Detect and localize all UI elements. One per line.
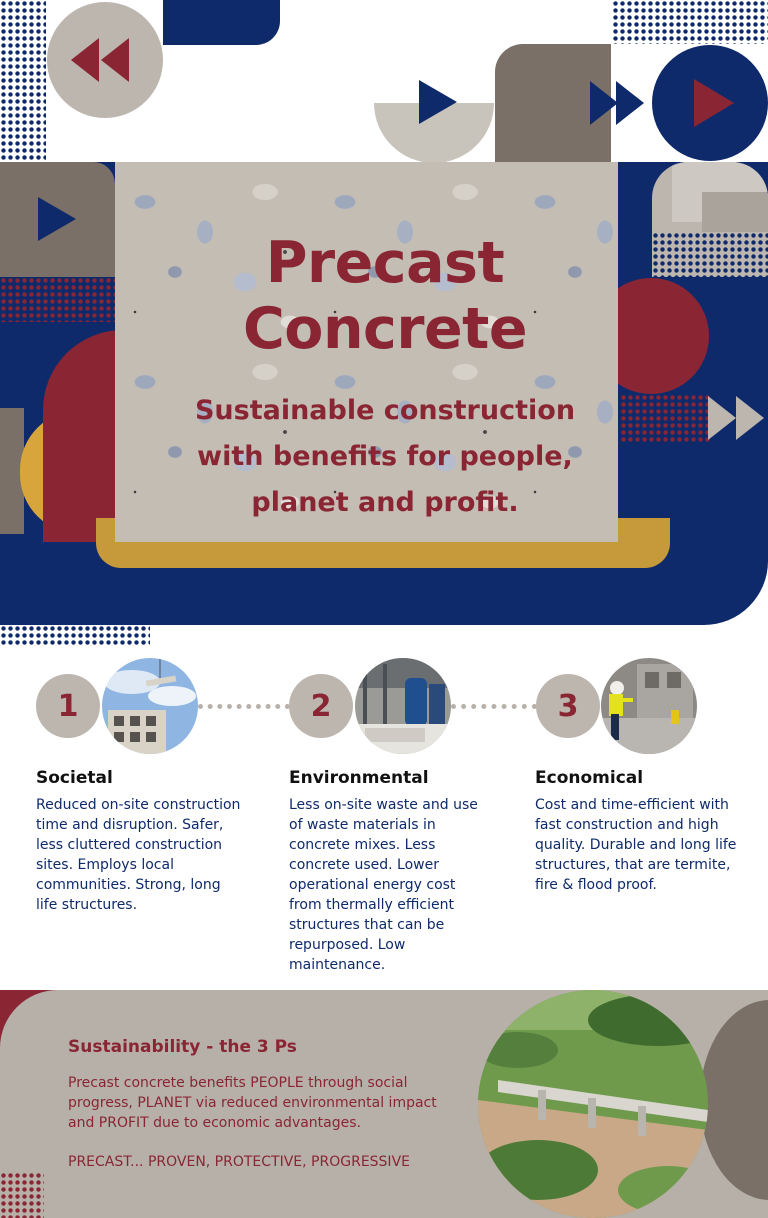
photo-worker-inspecting [601, 658, 697, 754]
rewind-icon [47, 2, 163, 118]
pillar-number-3: 3 [536, 674, 600, 738]
hero-subtitle-line-3: planet and profit. [251, 487, 519, 518]
hero-subtitle-line-1: Sustainable construction [194, 395, 576, 426]
pillar-body-environmental: Less on-site waste and use of waste materials in concrete mixes. Less concrete used. Lower operational energy cost from thermally efficient structures that can be repurposed. Low maintenance. [289, 797, 478, 973]
dot-pattern-right [652, 232, 768, 277]
photo-bridge-aerial [478, 990, 708, 1218]
sustainability-title: Sustainability - the 3 Ps [68, 1037, 297, 1057]
connector-2-3 [451, 704, 537, 709]
pillar-title-economical: Economical [535, 768, 644, 788]
pillar-number-1: 1 [36, 674, 100, 738]
play-button[interactable] [652, 45, 768, 161]
connector-1-2 [198, 704, 290, 709]
play-icon-small [419, 80, 457, 124]
pillar-title-societal: Societal [36, 768, 113, 788]
sustainability-body: Precast concrete benefits PEOPLE through social progress, PLANET via reduced environmental impact and PROFIT due to economic advantages. [68, 1075, 437, 1131]
dot-pattern-under-hero [0, 625, 150, 647]
dot-pattern-footer [0, 1172, 44, 1218]
pillar-title-environmental: Environmental [289, 768, 429, 788]
pillar-number-2: 2 [289, 674, 353, 738]
photo-precast-factory [355, 658, 451, 754]
hero-title-line-1: Precast [265, 230, 505, 296]
photo-crane-lifting-panel [102, 658, 198, 754]
dot-pattern-top-right [612, 0, 768, 44]
rewind-button[interactable] [47, 2, 163, 118]
dot-pattern-left [0, 277, 115, 322]
play-icon [652, 45, 768, 161]
navy-block-top [163, 0, 280, 45]
dot-pattern-top-left [0, 0, 46, 160]
play-icon-left [38, 197, 76, 241]
pillar-body-societal: Reduced on-site construction time and disruption. Safer, less cluttered construction sites. Employs local communities. Strong, long life structures. [36, 797, 241, 913]
hero-title [130, 230, 640, 362]
fast-forward-icon-right [706, 388, 768, 448]
dot-pattern-right-red [620, 394, 710, 442]
sustainability-tagline: PRECAST... PROVEN, PROTECTIVE, PROGRESSIVE [68, 1154, 410, 1170]
fast-forward-icon [586, 73, 650, 133]
hero-title-line-2: Concrete [242, 296, 528, 362]
pillar-body-economical: Cost and time-efficient with fast construction and high quality. Durable and long life structures, that are termite, fire & flood proof. [535, 797, 737, 893]
hero-subtitle [150, 388, 620, 526]
hero-subtitle-line-2: with benefits for people, [197, 441, 573, 472]
